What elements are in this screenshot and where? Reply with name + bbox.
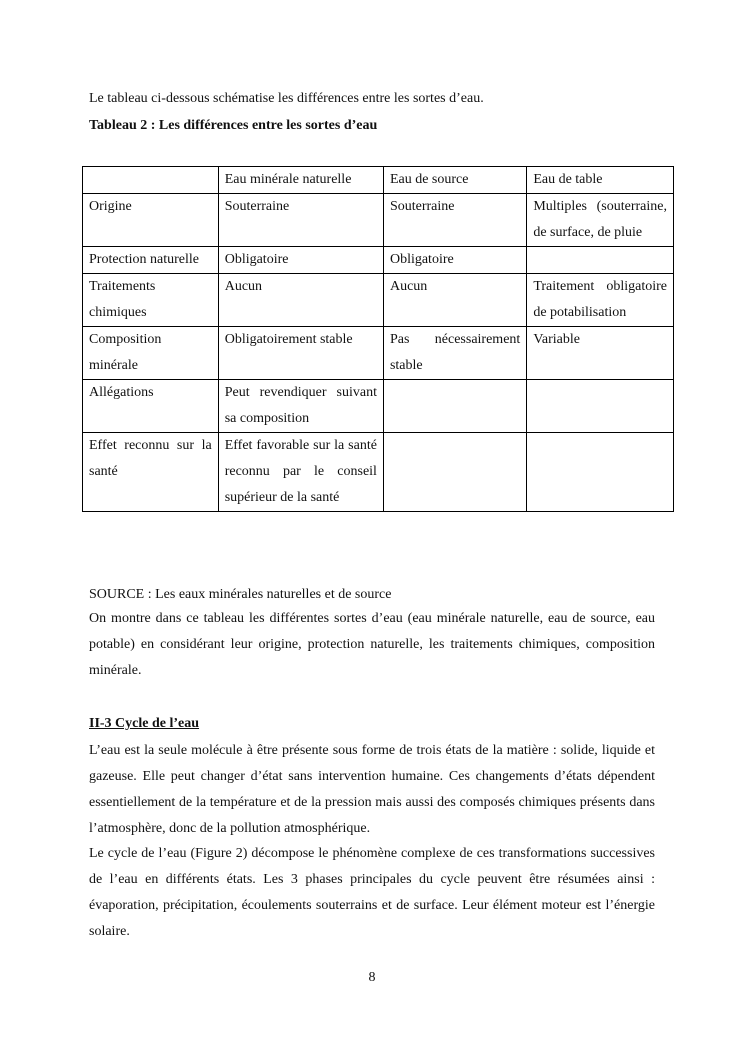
table-cell <box>527 433 674 512</box>
table-cell: Peut revendiquer suivant sa composition <box>218 380 383 433</box>
table-header-cell: Eau minérale naturelle <box>218 167 383 194</box>
table-cell: Origine <box>83 194 219 247</box>
table-row <box>83 433 674 512</box>
paragraph-water-states: L’eau est la seule molécule à être présente sous forme de trois états de la matière : solide, liquide et gazeuse. Elle peut changer d’état sans intervention humaine. Ces changements d’états dépendent essentiellement de la température et de la pression mais aussi des composés chimiques présents dans l’atmosphère, donc de la pollution atmosphérique. <box>89 743 655 836</box>
table-row <box>83 274 674 327</box>
table-cell: Obligatoirement stable <box>218 327 383 380</box>
table-row <box>83 327 674 380</box>
table-source: SOURCE : Les eaux minérales naturelles et de source <box>89 587 392 602</box>
table-cell <box>527 247 674 274</box>
table-cell: Aucun <box>218 274 383 327</box>
section-heading: II-3 Cycle de l’eau <box>89 716 200 731</box>
table-cell <box>527 380 674 433</box>
table-cell: Souterraine <box>218 194 383 247</box>
table-cell: Composition minérale <box>83 327 219 380</box>
table-cell: Traitements chimiques <box>83 274 219 327</box>
water-types-table <box>82 166 674 512</box>
table-caption: Tableau 2 : Les différences entre les sortes d’eau <box>89 118 378 133</box>
page-number: 8 <box>368 970 376 985</box>
table-cell: Protection naturelle <box>83 247 219 274</box>
table-cell: Pas nécessairement stable <box>383 327 526 380</box>
table-row <box>83 194 674 247</box>
table-row <box>83 380 674 433</box>
table-cell: Multiples (souterraine, de surface, de pluie <box>527 194 674 247</box>
table-header-cell: Eau de source <box>383 167 526 194</box>
table-cell: Obligatoire <box>383 247 526 274</box>
table-header-cell <box>83 167 219 194</box>
table-cell: Obligatoire <box>218 247 383 274</box>
table-cell <box>383 380 526 433</box>
intro-text: Le tableau ci-dessous schématise les différences entre les sortes d’eau. <box>89 91 484 106</box>
table-cell: Allégations <box>83 380 219 433</box>
table-cell: Souterraine <box>383 194 526 247</box>
table-cell: Effet reconnu sur la santé <box>83 433 219 512</box>
paragraph-water-cycle: Le cycle de l’eau (Figure 2) décompose le phénomène complexe de ces transformations successives de l’eau en différents états. Les 3 phases principales du cycle peuvent être résumées ainsi : évaporation, précipitation, écoulements souterrains et de surface. Leur élément moteur est l’énergie solaire. <box>89 846 655 939</box>
table-cell: Traitement obligatoire de potabilisation <box>527 274 674 327</box>
table-cell: Variable <box>527 327 674 380</box>
table-cell: Effet favorable sur la santé reconnu par le conseil supérieur de la santé <box>218 433 383 512</box>
table-row <box>83 247 674 274</box>
table-header-cell: Eau de table <box>527 167 674 194</box>
table-cell: Aucun <box>383 274 526 327</box>
table-cell <box>383 433 526 512</box>
table-header-row <box>83 167 674 194</box>
paragraph-table-description: On montre dans ce tableau les différentes sortes d’eau (eau minérale naturelle, eau de source, eau potable) en considérant leur origine, protection naturelle, les traitements chimiques, composition minérale. <box>89 611 655 678</box>
